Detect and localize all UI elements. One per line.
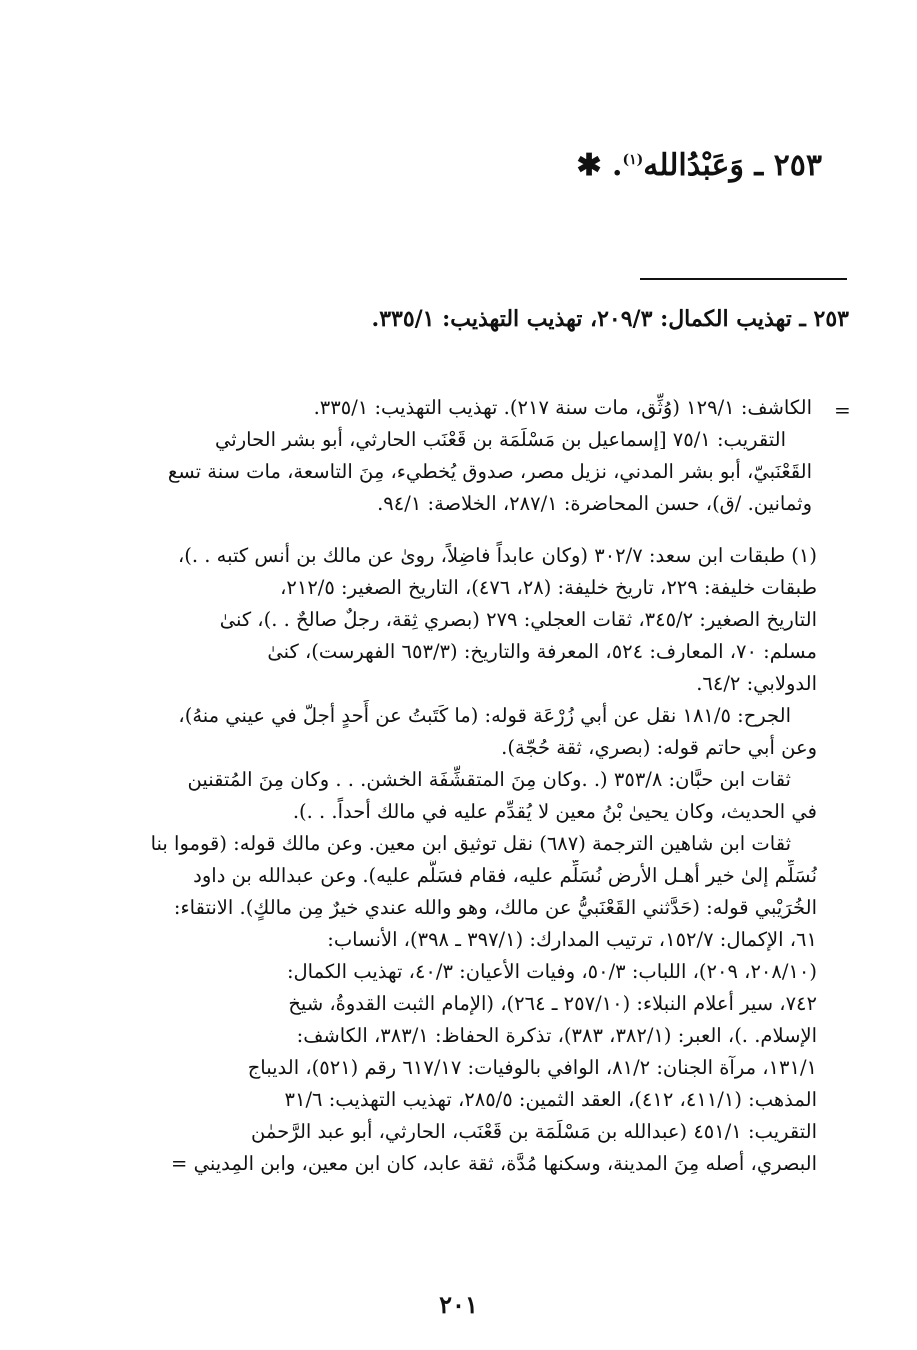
note-line: (١) طبقات ابن سعد: ٣٠٢/٧ (وكان عابداً فاضِلاً، روىٰ عن مالك بن أنس كتبه . .)، xyxy=(177,544,817,567)
continued-note-block xyxy=(112,392,812,520)
note-line: الدولابي: ٦٤/٢. xyxy=(696,672,817,695)
note-line: الإسلام. .)، العبر: (٣٨٢/١، ٣٨٣)، تذكرة الحفاظ: ٣٨٣/١، الكاشف: xyxy=(296,1024,817,1047)
note-line: نُسَلِّم إلىٰ خير أهـل الأرض نُسَلِّم عليه، فقام فسَلَّم عليه). وعن عبدالله بن داود xyxy=(193,864,817,887)
entry-name: وَعَبْدُالله xyxy=(643,148,744,183)
note-line: الكاشف: ١٢٩/١ (وُثِّق، مات سنة ٢١٧). تهذيب التهذيب: ٣٣٥/١. xyxy=(313,396,812,419)
entry-dash: ـ xyxy=(754,148,764,183)
note-line: وعن أبي حاتم قوله: (بصري، ثقة حُجّة). xyxy=(501,736,817,759)
note-line: البصري، أصله مِنَ المدينة، وسكنها مُدَّة، ثقة عابد، كان ابن معين، وابن المِديني = xyxy=(171,1152,817,1175)
note-line: مسلم: ٧٠، المعارف: ٥٢٤، المعرفة والتاريخ: (٦٥٣/٣ الفهرست)، كنىٰ xyxy=(267,640,817,663)
note-line: التقريب: ٧٥/١ [إسماعيل بن مَسْلَمَة بن قَعْنَب الحارثي، أبو بشر الحارثي xyxy=(215,428,786,451)
page-number: ٢٠١ xyxy=(439,1290,478,1319)
note-line: الجرح: ١٨١/٥ نقل عن أبي زُرْعَة قوله: (ما كَتَبتُ عن أَحدٍ أجلّ في عيني منهُ)، xyxy=(178,704,791,727)
entry-tail: . ✱ xyxy=(576,148,623,183)
note-line: التاريخ الصغير: ٣٤٥/٢، ثقات العجلي: ٢٧٩ (بصري ثِقة، رجلٌ صالحٌ . .)، كنىٰ xyxy=(219,608,817,631)
note-line: ثقات ابن شاهين الترجمة (٦٨٧) نقل توثيق ابن معين. وعن مالك قوله: (قوموا بنا xyxy=(150,832,791,855)
entry-heading xyxy=(576,148,822,183)
note-line: التقريب: ٤٥١/١ (عبدالله بن مَسْلَمَة بن قَعْنَب، الحارثي، أبو عبد الرَّحمٰن xyxy=(251,1120,817,1143)
note-line: القَعْنَبيّ، أبو بشر المدني، نزيل مصر، صدوق يُخطيء، مِنَ التاسعة، مات سنة تسع xyxy=(167,460,812,483)
entry-number: ٢٥٣ xyxy=(773,148,822,183)
note-line: المذهب: (٤١١/١، ٤١٢)، العقد الثمين: ٢٨٥/٥، تهذيب التهذيب: ٣١/٦ xyxy=(284,1088,817,1111)
note-line: (٢٠٨/١٠، ٢٠٩)، اللباب: ٥٠/٣، وفيات الأعيان: ٤٠/٣، تهذيب الكمال: xyxy=(286,960,817,983)
note-line: طبقات خليفة: ٢٢٩، تاريخ خليفة: (٢٨، ٤٧٦)، التاريخ الصغير: ٢١٢/٥، xyxy=(280,576,817,599)
note-line: وثمانين. /ق)، حسن المحاضرة: ٢٨٧/١، الخلاصة: ٩٤/١. xyxy=(377,492,812,515)
footnote-separator-rule xyxy=(640,278,847,280)
note-line: ٦١، الإكمال: ١٥٢/٧، ترتيب المدارك: (٣٩٧/١ ـ ٣٩٨)، الأنساب: xyxy=(327,928,817,951)
footnote-1-block xyxy=(102,540,817,1180)
note-line: ٧٤٢، سير أعلام النبلاء: (٢٥٧/١٠ ـ ٢٦٤)، (الإمام الثبت القدوةُ، شيخ xyxy=(288,992,817,1015)
note-line: ١٣١/١، مرآة الجنان: ٨١/٢، الوافي بالوفيات: ٦١٧/١٧ رقم (٥٢١)، الديباج xyxy=(247,1056,817,1079)
note-line: الخُرَيْبي قوله: (حَدَّثني القَعْنَبيُّ عن مالك، وهو والله عندي خيرٌ مِن مالكٍ). الانتقاء: xyxy=(173,896,817,919)
footnote-reference: (١) xyxy=(622,152,644,168)
main-footnote: ٢٥٣ ـ تهذيب الكمال: ٢٠٩/٣، تهذيب التهذيب: ٣٣٥/١. xyxy=(371,306,849,332)
continuation-marker: = xyxy=(834,398,851,422)
note-line: في الحديث، وكان يحيىٰ بْنُ معين لا يُقدِّم عليه في مالك أحداً. . .). xyxy=(292,800,817,823)
note-line: ثقات ابن حبَّان: ٣٥٣/٨ (. .وكان مِنَ المتقشِّفَة الخشن. . . وكان مِنَ المُتقنين xyxy=(187,768,791,791)
